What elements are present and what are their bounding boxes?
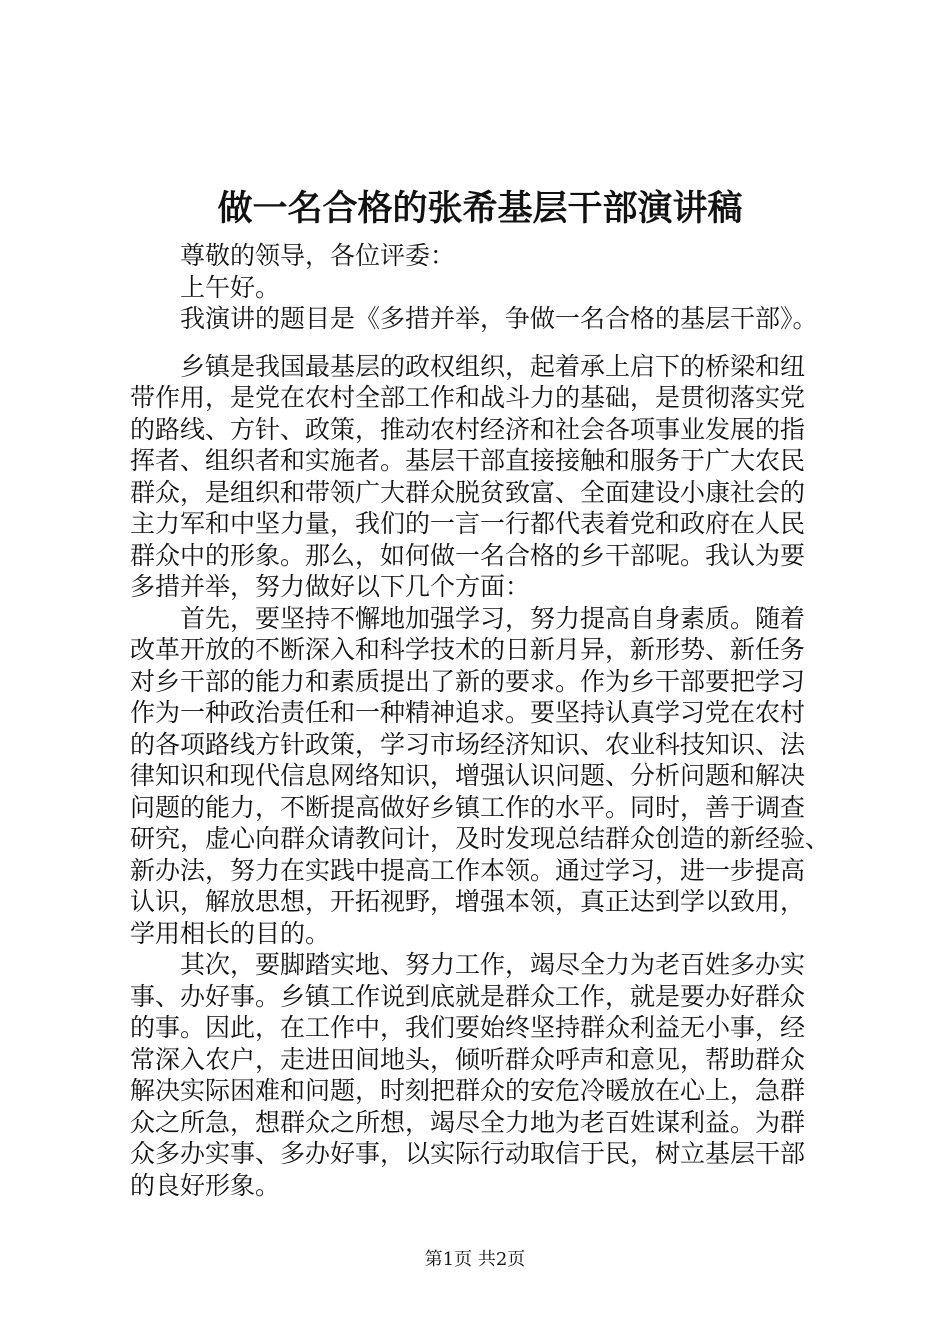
text-line: 学用相长的目的。	[130, 918, 331, 948]
document-body	[130, 240, 848, 1201]
text-line: 认识，解放思想，开拓视野，增强本领，真正达到学以致用，	[130, 887, 806, 916]
text-line: 律知识和现代信息网络知识，增强认识问题、分析问题和解决	[130, 761, 806, 790]
text-line: 的各项路线方针政策，学习市场经济知识、农业科技知识、法	[130, 729, 806, 759]
text-line: 解决实际困难和问题，时刻把群众的安危冷暖放在心上，急群	[130, 1076, 806, 1105]
text-line: 多措并举，努力做好以下几个方面：	[130, 572, 531, 601]
text-line: 研究，虚心向群众请教问计，及时发现总结群众创造的新经验、	[130, 824, 831, 853]
text-line: 挥者、组织者和实施者。基层干部直接接触和服务于广大农民	[130, 446, 806, 475]
text-line: 带作用，是党在农村全部工作和战斗力的基础，是贯彻落实党	[130, 383, 806, 412]
text-line: 常深入农户，走进田间地头，倾听群众呼声和意见，帮助群众	[130, 1044, 806, 1074]
text-line: 众之所急，想群众之所想，竭尽全力地为老百姓谋利益。为群	[130, 1107, 806, 1137]
text-line: 的良好形象。	[130, 1170, 281, 1200]
text-line: 的路线、方针、政策，推动农村经济和社会各项事业发展的指	[130, 414, 806, 444]
page-number-footer: 第1页 共2页	[424, 1249, 526, 1270]
text-line: 新办法，努力在实践中提高工作本领。通过学习，进一步提高	[130, 855, 806, 885]
text-line: 事、办好事。乡镇工作说到底就是群众工作，就是要办好群众	[130, 981, 806, 1011]
text-line: 首先，要坚持不懈地加强学习，努力提高自身素质。随着	[130, 603, 806, 633]
text-line: 对乡干部的能力和素质提出了新的要求。作为乡干部要把学习	[130, 666, 806, 696]
text-line: 其次，要脚踏实地、努力工作，竭尽全力为老百姓多办实	[130, 950, 806, 979]
text-line: 主力军和中坚力量，我们的一言一行都代表着党和政府在人民	[130, 509, 806, 538]
text-line: 上午好。	[130, 272, 281, 302]
text-line: 尊敬的领导，各位评委：	[130, 241, 456, 270]
text-line: 问题的能力，不断提高做好乡镇工作的水平。同时，善于调查	[130, 792, 806, 822]
text-line: 我演讲的题目是《多措并举，争做一名合格的基层干部》。	[130, 304, 818, 333]
text-line: 乡镇是我国最基层的政权组织，起着承上启下的桥梁和纽	[130, 351, 806, 381]
text-line: 作为一种政治责任和一种精神追求。要坚持认真学习党在农村	[130, 698, 806, 727]
paragraph-gap	[130, 335, 848, 351]
text-line: 群众中的形象。那么，如何做一名合格的乡干部呢。我认为要	[130, 540, 806, 570]
text-line: 的事。因此，在工作中，我们要始终坚持群众利益无小事，经	[130, 1013, 806, 1042]
text-line: 群众，是组织和带领广大群众脱贫致富、全面建设小康社会的	[130, 477, 806, 507]
document-title: 做一名合格的张希基层干部演讲稿	[217, 188, 743, 229]
text-line: 众多办实事、多办好事，以实际行动取信于民，树立基层干部	[130, 1139, 806, 1168]
text-line: 改革开放的不断深入和科学技术的日新月异，新形势、新任务	[130, 635, 806, 664]
